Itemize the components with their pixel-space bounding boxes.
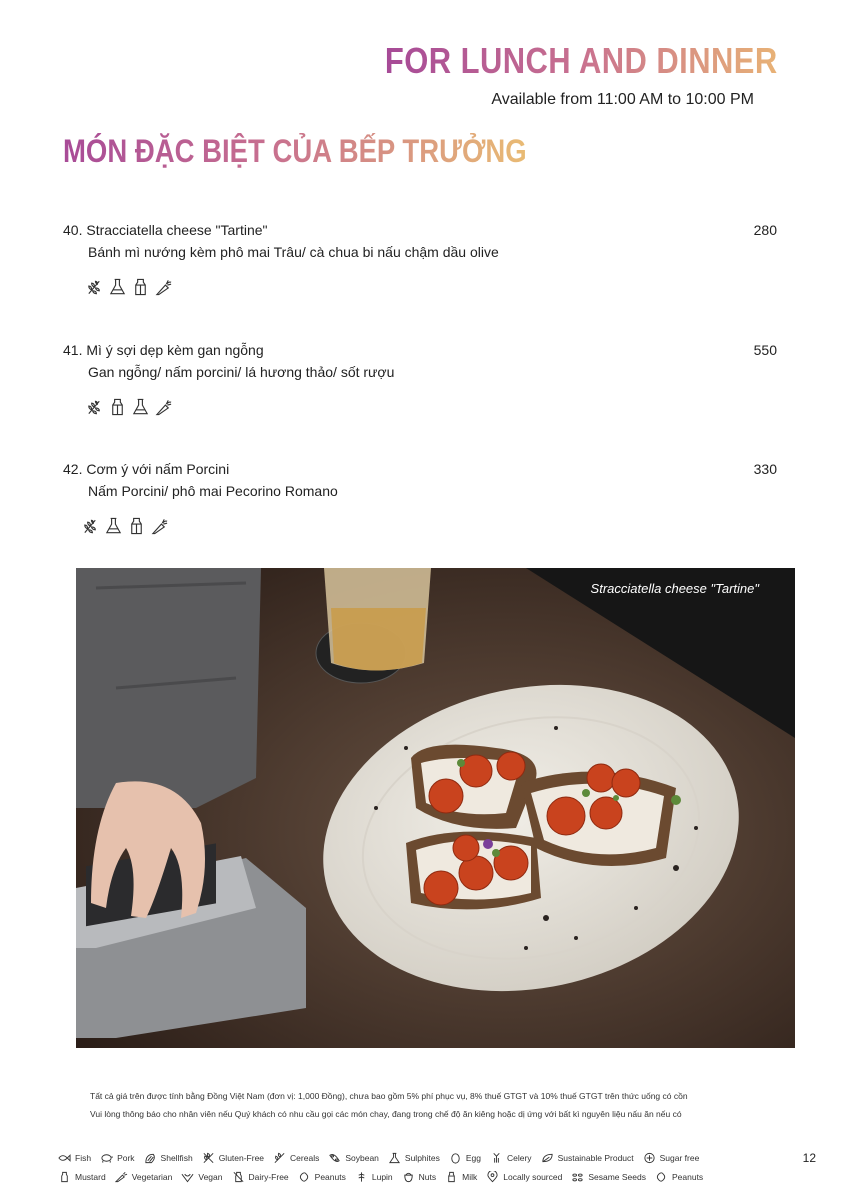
sulphites-icon	[388, 1152, 401, 1164]
item-description: Nấm Porcini/ phô mai Pecorino Romano	[88, 483, 338, 499]
legend-peanuts: Peanuts	[298, 1171, 346, 1183]
lupin-icon	[355, 1171, 368, 1183]
page-number: 12	[802, 1151, 816, 1165]
allergen-legend-row	[58, 1152, 708, 1164]
peanut-icon	[655, 1171, 668, 1183]
allergen-icons	[85, 397, 777, 417]
cereals-icon	[273, 1152, 286, 1164]
vegetarian-icon	[154, 277, 173, 297]
sulphites-icon	[131, 397, 150, 417]
fish-icon	[58, 1152, 71, 1164]
legend-vegan: Vegan	[181, 1171, 222, 1183]
legend-soybean: Soybean	[328, 1152, 379, 1164]
item-name: 40. Stracciatella cheese "Tartine"	[63, 222, 268, 238]
menu-item	[63, 341, 777, 417]
dairy-free-icon	[232, 1171, 245, 1183]
legend-sustainable-product: Sustainable Product	[541, 1152, 634, 1164]
milk-icon	[127, 516, 146, 536]
locally-sourced-icon	[486, 1171, 499, 1183]
legend-fish: Fish	[58, 1152, 91, 1164]
legend-sugar-free: Sugar free	[643, 1152, 700, 1164]
vegan-icon	[181, 1171, 194, 1183]
gluten-free-icon	[202, 1152, 215, 1164]
sulphites-icon	[108, 277, 127, 297]
allergen-icons	[85, 277, 777, 297]
legend-lupin: Lupin	[355, 1171, 393, 1183]
vegetarian-icon	[150, 516, 169, 536]
soybean-icon	[328, 1152, 341, 1164]
item-description: Gan ngỗng/ nấm porcini/ lá hương thảo/ sốt rượu	[88, 364, 395, 380]
gluten-free-icon	[81, 516, 100, 536]
legend-locally-sourced: Locally sourced	[486, 1171, 562, 1183]
sugar-free-icon	[643, 1152, 656, 1164]
allergen-legend-row	[58, 1171, 712, 1183]
legend-sulphites: Sulphites	[388, 1152, 440, 1164]
legend-shellfish: Shellfish	[144, 1152, 193, 1164]
vegetarian-icon	[115, 1171, 128, 1183]
item-name: 42. Cơm ý với nấm Porcini	[63, 461, 230, 477]
pig-icon	[100, 1152, 113, 1164]
legend-nuts: Nuts	[402, 1171, 436, 1183]
item-price: 280	[753, 222, 777, 238]
gluten-free-icon	[85, 277, 104, 297]
vegetarian-icon	[154, 397, 173, 417]
milk-icon	[131, 277, 150, 297]
dish-photo-illustration	[76, 568, 795, 1048]
photo-caption: Stracciatella cheese "Tartine"	[590, 581, 759, 596]
mustard-icon	[58, 1171, 71, 1183]
allergen-icons	[81, 516, 777, 536]
item-price: 550	[753, 342, 777, 358]
legend-celery: Celery	[490, 1152, 532, 1164]
legend-dairy-free: Dairy-Free	[232, 1171, 289, 1183]
milk-icon	[108, 397, 127, 417]
legend-milk: Milk	[445, 1171, 477, 1183]
gluten-free-icon	[85, 397, 104, 417]
sulphites-icon	[104, 516, 123, 536]
item-name: 41. Mì ý sợi dẹp kèm gan ngỗng	[63, 342, 264, 358]
menu-header-title: FOR LUNCH AND DINNER	[385, 40, 778, 81]
legend-egg: Egg	[449, 1152, 481, 1164]
menu-availability: Available from 11:00 AM to 10:00 PM	[491, 91, 754, 108]
nut-icon	[402, 1171, 415, 1183]
section-title: MÓN ĐẶC BIỆT CỦA BẾP TRƯỞNG	[63, 133, 527, 169]
item-description: Bánh mì nướng kèm phô mai Trâu/ cà chua bi nấu chậm dầu olive	[88, 244, 499, 260]
celery-icon	[490, 1152, 503, 1164]
legend-sesame-seeds: Sesame Seeds	[571, 1171, 646, 1183]
item-price: 330	[753, 461, 777, 477]
menu-item	[63, 221, 777, 297]
legend-vegetarian: Vegetarian	[115, 1171, 173, 1183]
menu-item	[63, 460, 777, 536]
footnote-dietary-info: Vui lòng thông báo cho nhân viên nếu Quý khách có nhu cầu gọi các món chay, đang trong chế độ ăn kiêng hoặc dị ứng với bất kì nguyên liệu nấu ăn nếu có	[90, 1109, 682, 1119]
legend-peanuts-2: Peanuts	[655, 1171, 703, 1183]
dish-photo	[76, 568, 795, 1048]
shellfish-icon	[144, 1152, 157, 1164]
milk-icon	[445, 1171, 458, 1183]
legend-pork: Pork	[100, 1152, 134, 1164]
footnote-price-info: Tất cả giá trên được tính bằng Đồng Việt Nam (đơn vị: 1,000 Đồng), chưa bao gồm 5% phí phục vụ, 8% thuế GTGT và 10% thuế GTGT trên thức uống có cồn	[90, 1091, 688, 1101]
sesame-icon	[571, 1171, 584, 1183]
egg-icon	[449, 1152, 462, 1164]
peanut-icon	[298, 1171, 311, 1183]
legend-mustard: Mustard	[58, 1171, 106, 1183]
legend-gluten-free: Gluten-Free	[202, 1152, 264, 1164]
legend-cereals: Cereals	[273, 1152, 319, 1164]
sustainable-product-icon	[541, 1152, 554, 1164]
